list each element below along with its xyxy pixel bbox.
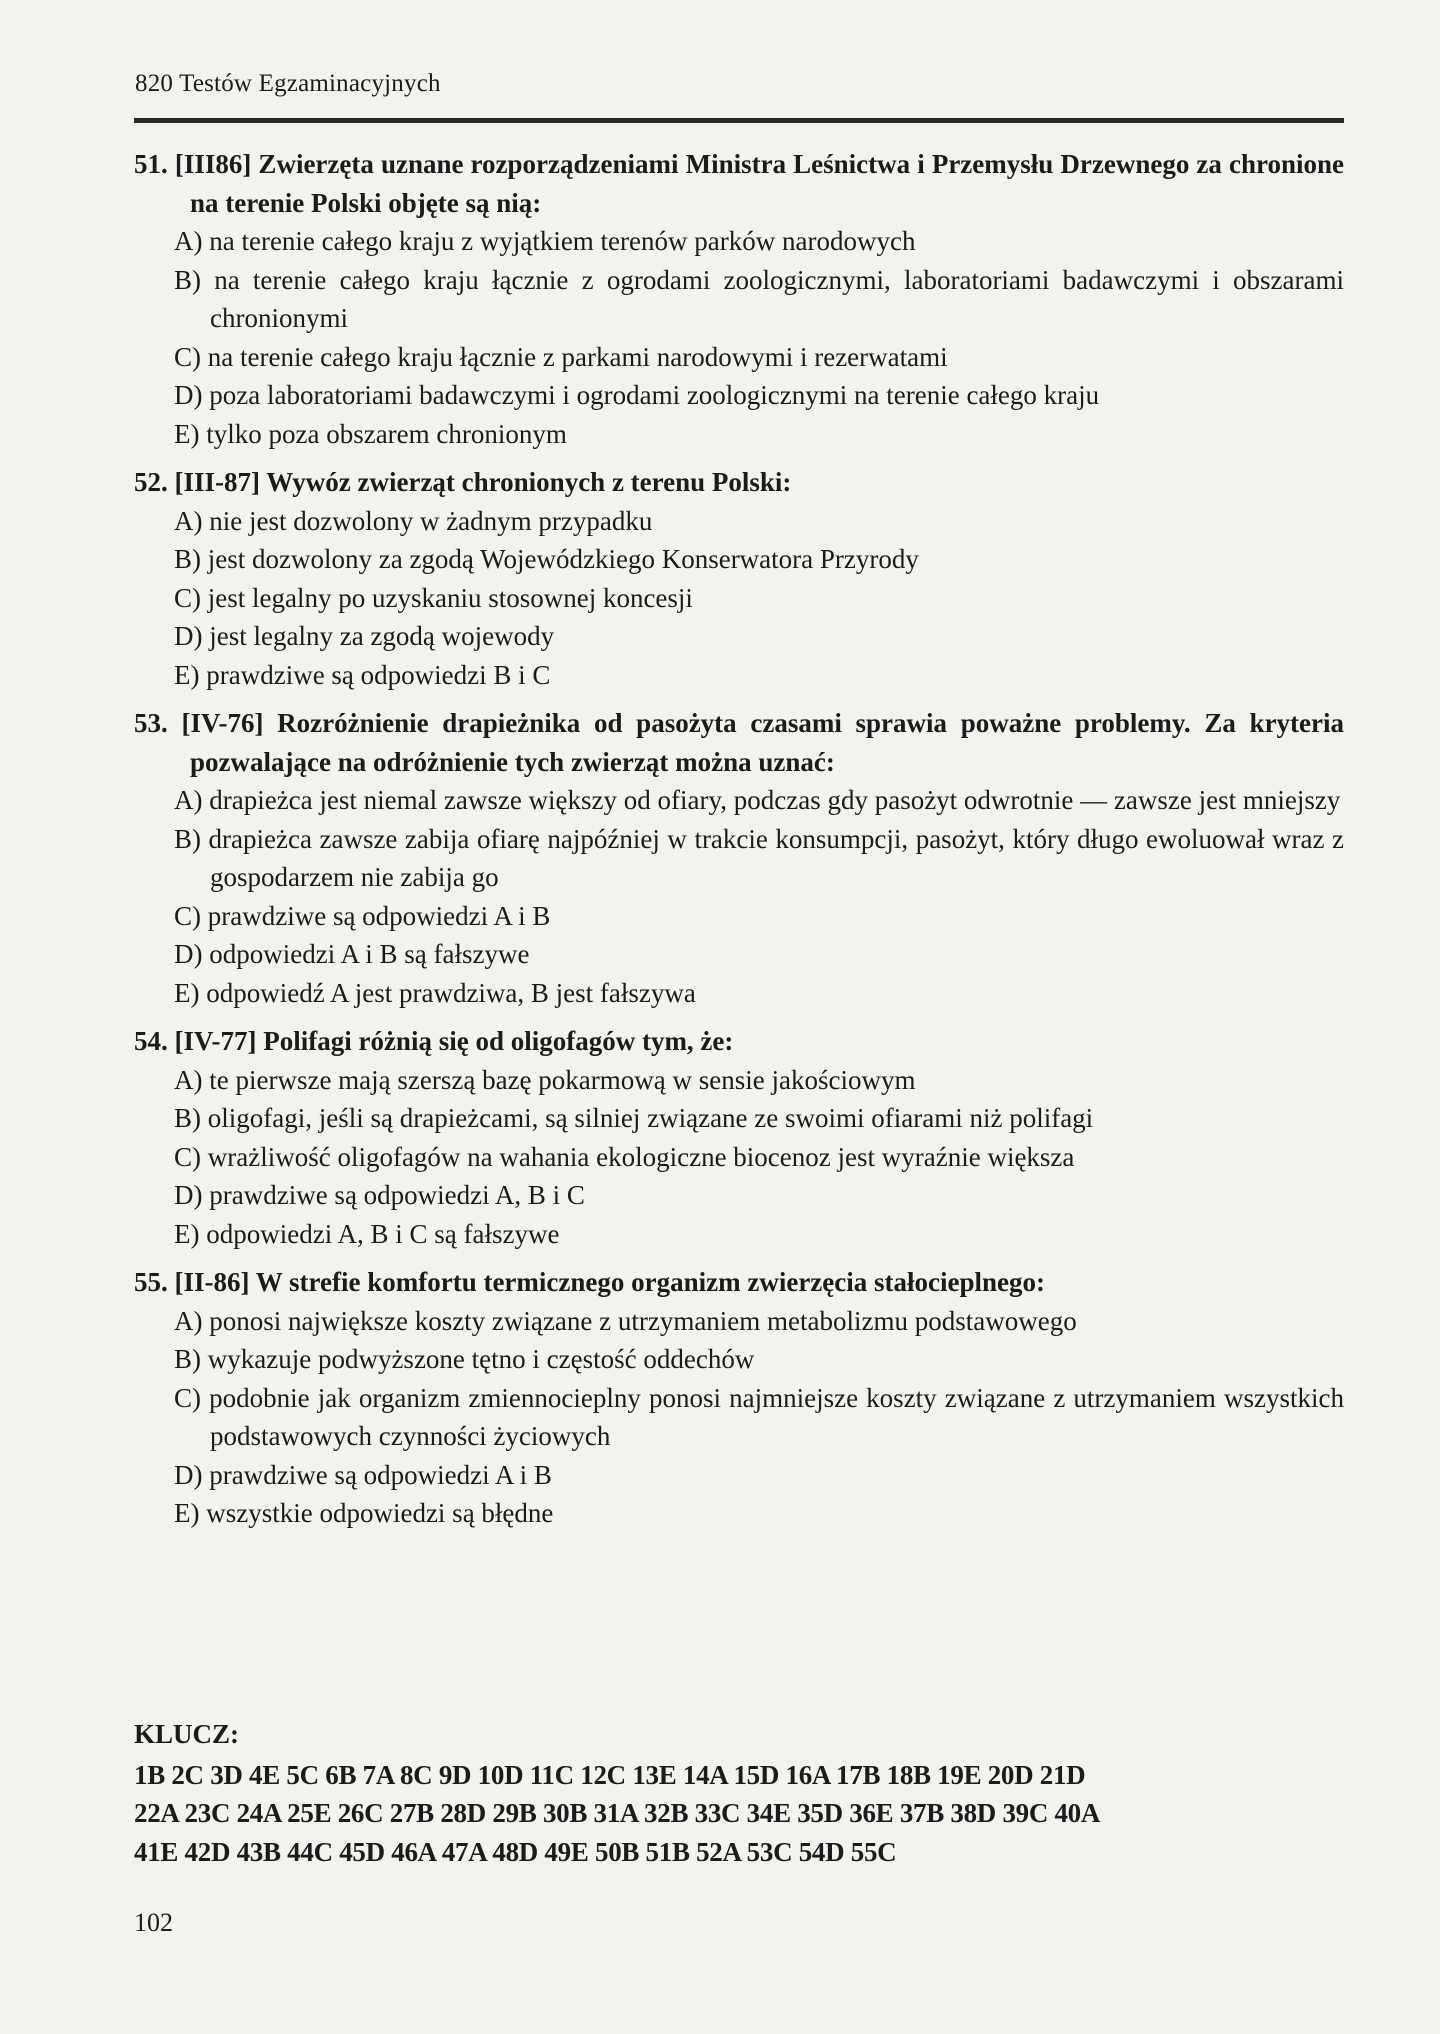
question-52 <box>134 463 1344 694</box>
answer-option: E) odpowiedzi A, B i C są fałszywe <box>174 1218 560 1249</box>
answer-option: C) jest legalny po uzyskaniu stosownej koncesji <box>174 582 693 613</box>
question-55 <box>134 1263 1344 1533</box>
question-53 <box>134 704 1344 1012</box>
question-number: 52. <box>134 467 168 497</box>
answer-option: D) poza laboratoriami badawczymi i ogrodami zoologicznymi na terenie całego kraju <box>174 380 1100 410</box>
question-text: [IV-77] Polifagi różnią się od oligofagów tym, że: <box>174 1026 734 1056</box>
question-51 <box>134 145 1344 453</box>
running-header: 820 Testów Egzaminacyjnych <box>135 70 441 97</box>
answer-option: C) prawdziwe są odpowiedzi A i B <box>174 900 551 931</box>
question-text: [IV-76] Rozróżnienie drapieżnika od pasożyta czasami sprawia poważne problemy. Za kryteria pozwalające na odróżnienie tych zwierząt można uznać: <box>181 708 1345 777</box>
answer-option: A) te pierwsze mają szerszą bazę pokarmową w sensie jakościowym <box>174 1064 916 1095</box>
answer-option: A) na terenie całego kraju z wyjątkiem terenów parków narodowych <box>174 226 916 256</box>
answer-option: E) tylko poza obszarem chronionym <box>174 418 567 449</box>
answer-option: C) podobnie jak organizm zmiennocieplny ponosi najmniejsze koszty związane z utrzymaniem wszystkich podstawowych czynności życiowych <box>174 1382 1344 1451</box>
answer-option: E) prawdziwe są odpowiedzi B i C <box>174 659 551 690</box>
answer-option: A) ponosi największe koszty związane z utrzymaniem metabolizmu podstawowego <box>174 1305 1077 1336</box>
answer-option: E) odpowiedź A jest prawdziwa, B jest fałszywa <box>174 977 696 1008</box>
question-heading <box>134 1263 1344 1302</box>
question-heading <box>134 463 1344 502</box>
answer-option: B) drapieżca zawsze zabija ofiarę najpóźniej w trakcie konsumpcji, pasożyt, który długo ewoluował wraz z gospodarzem nie zabija go <box>174 823 1344 892</box>
question-heading <box>134 145 1344 222</box>
questions-block <box>134 145 1344 1543</box>
question-number: 55. <box>134 1267 168 1297</box>
answer-option: A) drapieżca jest niemal zawsze większy od ofiary, podczas gdy pasożyt odwrotnie — zawsze jest mniejszy <box>174 785 1341 815</box>
answer-option: A) nie jest dozwolony w żadnym przypadku <box>174 505 653 536</box>
header-rule <box>134 118 1344 123</box>
answer-key-title: KLUCZ: <box>134 1719 240 1749</box>
question-text: [III-87] Wywóz zwierząt chronionych z terenu Polski: <box>174 467 792 497</box>
question-text: [II-86] W strefie komfortu termicznego organizm zwierzęcia stałocieplnego: <box>174 1267 1045 1297</box>
answer-option: B) na terenie całego kraju łącznie z ogrodami zoologicznymi, laboratoriami badawczymi i obszarami chronionymi <box>174 264 1344 333</box>
answer-option: B) wykazuje podwyższone tętno i częstość oddechów <box>174 1344 755 1374</box>
answer-option: B) jest dozwolony za zgodą Wojewódzkiego Konserwatora Przyrody <box>174 544 919 574</box>
answer-key <box>134 1715 1344 1871</box>
question-number: 53. <box>134 708 168 738</box>
question-heading <box>134 1022 1344 1061</box>
answer-option: D) odpowiedzi A i B są fałszywe <box>174 939 530 969</box>
answer-option: B) oligofagi, jeśli są drapieżcami, są silniej związane ze swoimi ofiarami niż polifagi <box>174 1103 1094 1133</box>
answer-option: D) prawdziwe są odpowiedzi A i B <box>174 1459 552 1490</box>
question-number: 51. <box>134 149 168 179</box>
answer-option: D) jest legalny za zgodą wojewody <box>174 621 555 651</box>
page-number: 102 <box>134 1908 173 1937</box>
answer-key-row: 41E 42D 43B 44C 45D 46A 47A 48D 49E 50B 51B 52A 53C 54D 55C <box>134 1836 897 1867</box>
question-54 <box>134 1022 1344 1253</box>
answer-option: D) prawdziwe są odpowiedzi A, B i C <box>174 1180 585 1210</box>
answer-key-row: 22A 23C 24A 25E 26C 27B 28D 29B 30B 31A 32B 33C 34E 35D 36E 37B 38D 39C 40A <box>134 1798 1101 1828</box>
question-number: 54. <box>134 1026 168 1056</box>
answer-key-row: 1B 2C 3D 4E 5C 6B 7A 8C 9D 10D 11C 12C 13E 14A 15D 16A 17B 18B 19E 20D 21D <box>134 1759 1086 1790</box>
answer-option: C) wrażliwość oligofagów na wahania ekologiczne biocenoz jest wyraźnie większa <box>174 1141 1075 1172</box>
question-heading <box>134 704 1344 781</box>
answer-option: E) wszystkie odpowiedzi są błędne <box>174 1498 554 1528</box>
answer-option: C) na terenie całego kraju łącznie z parkami narodowymi i rezerwatami <box>174 341 948 372</box>
question-text: [III86] Zwierzęta uznane rozporządzeniami Ministra Leśnictwa i Przemysłu Drzewnego za chronione na terenie Polski objęte są nią: <box>174 149 1344 218</box>
